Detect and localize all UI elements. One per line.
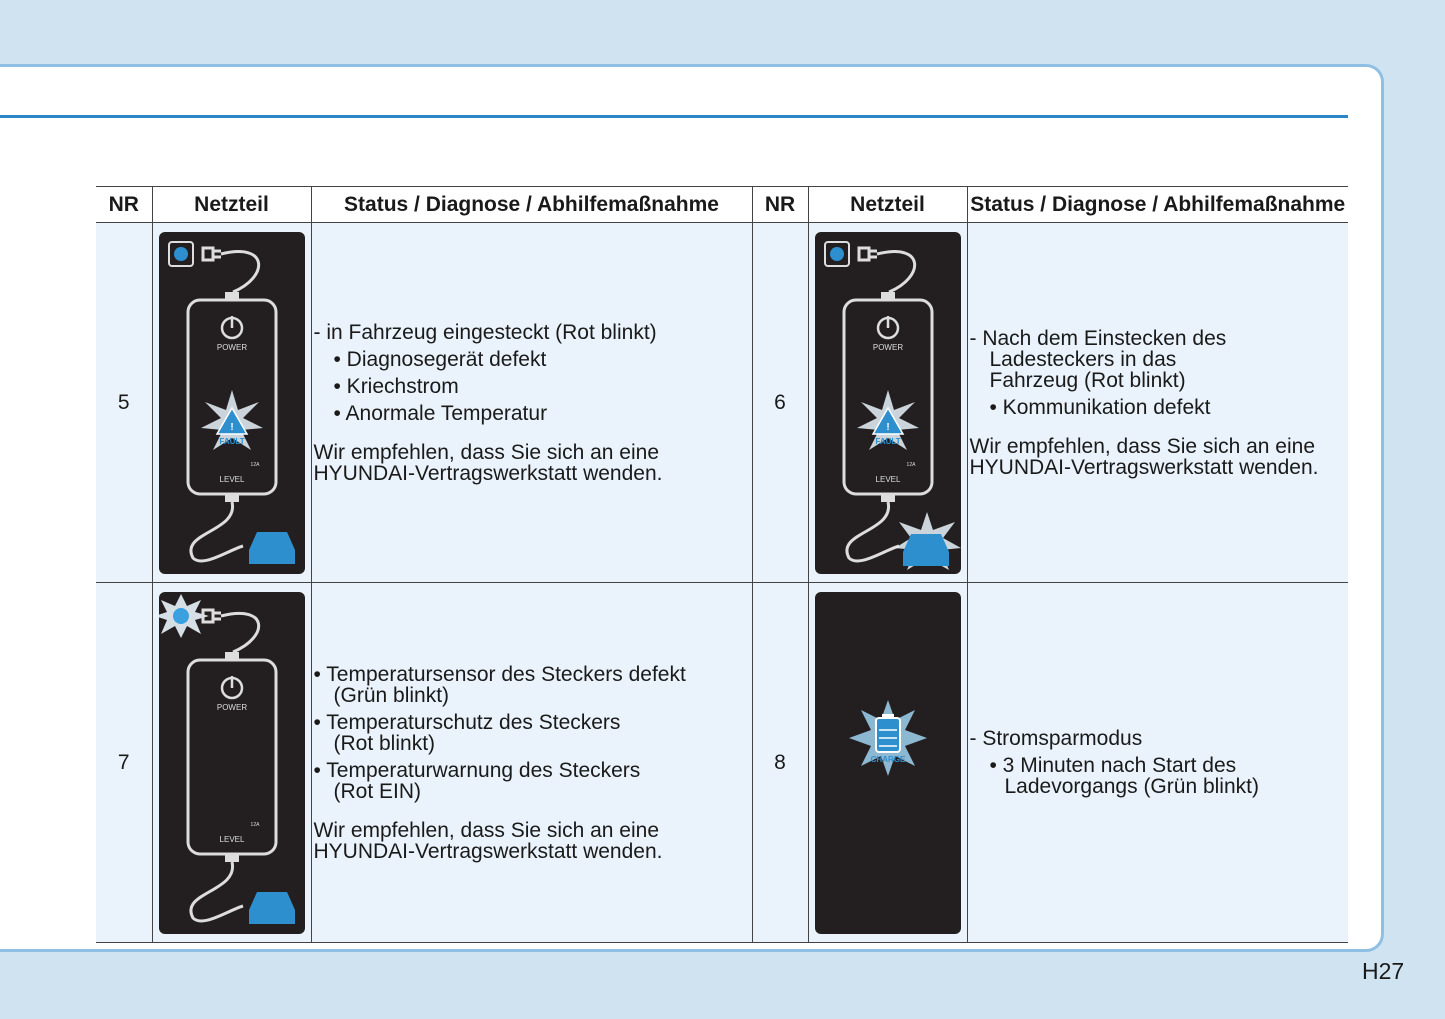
svg-text:!: ! (885, 421, 890, 433)
status-line: (Grün blinkt) (333, 683, 450, 707)
status-cell (967, 223, 1348, 583)
level-label: LEVEL (219, 474, 244, 484)
charger-image-cell (808, 223, 967, 583)
status-line: - Stromsparmodus (969, 727, 1143, 750)
advice-line: Wir empfehlen, dass Sie sich an eine (969, 434, 1316, 458)
table-row (96, 223, 1348, 583)
status-line: • Temperatursensor des Steckers defekt (313, 662, 686, 686)
header-status: Status / Diagnose / Abhilfemaßnahme (967, 187, 1348, 223)
advice-line: HYUNDAI-Vertragswerkstatt wenden. (313, 839, 663, 863)
charger-image-cell (152, 223, 311, 583)
advice-line: Wir empfehlen, dass Sie sich an eine (313, 818, 660, 842)
charger-power-save-image (815, 592, 961, 934)
status-line: - Nach dem Einstecken des (969, 326, 1227, 350)
status-line: • 3 Minuten nach Start des (989, 754, 1237, 777)
status-line: Ladesteckers in das (989, 347, 1177, 371)
status-line: • Diagnosegerät defekt (333, 347, 547, 371)
charger-image-cell (152, 583, 311, 943)
header-nr: NR (96, 187, 152, 223)
car-icon (903, 534, 949, 566)
status-line: Fahrzeug (Rot blinkt) (989, 368, 1186, 392)
charger-fault-car-image (815, 232, 961, 574)
status-line: • Temperaturwarnung des Steckers (313, 758, 641, 782)
power-label: POWER (872, 342, 903, 352)
car-icon (249, 532, 295, 564)
power-label: POWER (216, 702, 247, 712)
svg-text:!: ! (229, 421, 234, 433)
row-number: 8 (752, 583, 808, 943)
status-cell (967, 583, 1348, 943)
status-line: • Kriechstrom (333, 374, 459, 398)
charger-fault-image (159, 232, 305, 574)
header-nr: NR (752, 187, 808, 223)
advice-line: HYUNDAI-Vertragswerkstatt wenden. (969, 455, 1319, 479)
plug-led-icon (173, 608, 189, 624)
amp-label: 12A (906, 461, 915, 468)
status-line: Ladevorgangs (Grün blinkt) (1004, 775, 1259, 798)
advice-line: Wir empfehlen, dass Sie sich an eine (313, 440, 660, 464)
header-status: Status / Diagnose / Abhilfemaßnahme (311, 187, 752, 223)
status-line: • Temperaturschutz des Steckers (313, 710, 621, 734)
row-number: 7 (96, 583, 152, 943)
row-number: 6 (752, 223, 808, 583)
status-cell (311, 583, 752, 943)
fault-label: FAULT (874, 436, 901, 446)
advice-line: HYUNDAI-Vertragswerkstatt wenden. (313, 461, 663, 485)
level-label: LEVEL (219, 834, 244, 844)
status-line: (Rot EIN) (333, 779, 422, 803)
amp-label: 12A (250, 461, 259, 468)
charger-image-cell (808, 583, 967, 943)
car-icon (249, 892, 295, 924)
charge-label: CHARGE (870, 754, 905, 764)
diagnosis-table (96, 186, 1348, 943)
page-number: H27 (1362, 958, 1405, 984)
status-line: (Rot blinkt) (333, 731, 436, 755)
power-label: POWER (216, 342, 247, 352)
charger-plug-temp-image (159, 592, 305, 934)
battery-icon (876, 718, 900, 752)
status-line: • Anormale Temperatur (333, 401, 548, 425)
level-label: LEVEL (875, 474, 900, 484)
row-number: 5 (96, 223, 152, 583)
header-rule (0, 115, 1348, 118)
status-cell (311, 223, 752, 583)
status-line: • Kommunikation defekt (989, 395, 1211, 419)
fault-label: FAULT (218, 436, 245, 446)
header-netzteil: Netzteil (808, 187, 967, 223)
header-netzteil: Netzteil (152, 187, 311, 223)
amp-label: 12A (250, 821, 259, 828)
plug-led-icon (830, 247, 844, 261)
table-row (96, 583, 1348, 943)
plug-led-icon (174, 247, 188, 261)
status-line: - in Fahrzeug eingesteckt (Rot blinkt) (313, 320, 657, 344)
table-header-row (96, 187, 1348, 223)
